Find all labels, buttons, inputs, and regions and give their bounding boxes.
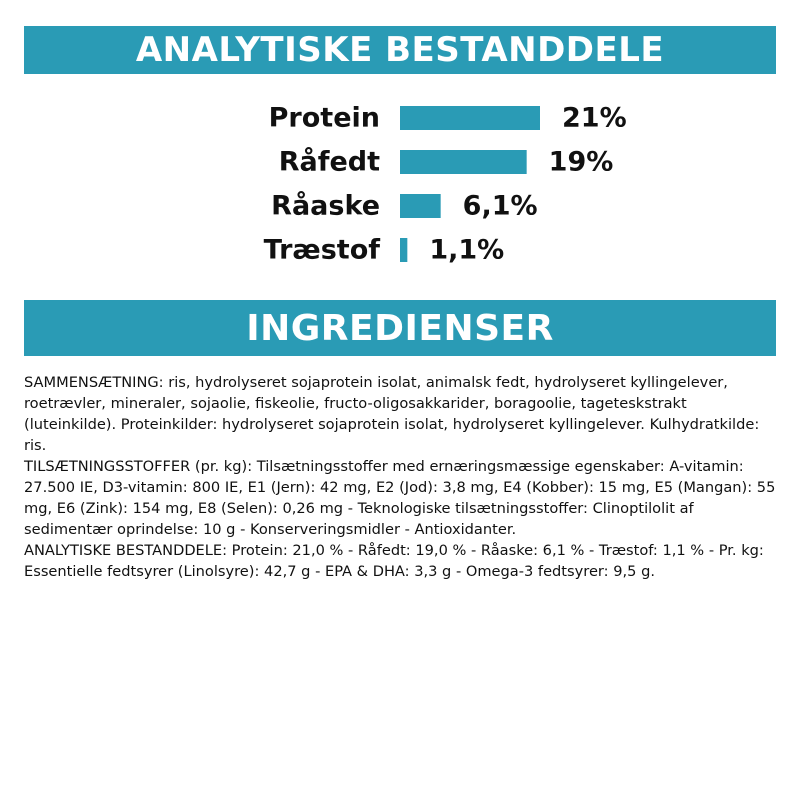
value-label: 21% bbox=[562, 102, 627, 134]
category-label: Råfedt bbox=[278, 146, 380, 178]
analysis-header bbox=[24, 26, 776, 74]
value-label: 19% bbox=[548, 146, 614, 178]
bar bbox=[400, 150, 527, 174]
ingredients-text: SAMMENSÆTNING: ris, hydrolyseret sojaprotein isolat, animalsk fedt, hydrolyseret kyllingelever, roetrævler, mineraler, sojaolie, fiskeolie, fructo-oligosakkarider, boragoolie, tageteskstrakt (luteinkilde). Proteinkilder: hydrolyseret sojaprotein isolat, hydrolyseret kyllingelever. Kulhydratkilde: ris. TILSÆTNINGSSTOFFER (pr. kg): Tilsætningsstoffer med ernæringsmæssige egenskaber: A-vitamin: 27.500 IE, D3-vitamin: 800 IE, E1 (Jern): 42 mg, E2 (Jod): 3,8 mg, E4 (Kobber): 15 mg, E5 (Mangan): 55 mg, E6 (Zink): 154 mg, E8 (Selen): 0,26 mg - Teknologiske tilsætningsstoffer: Clinoptilolit af sedimentær oprindelse: 10 g - Konserveringsmidler - Antioxidanter. ANALYTISKE BESTANDDELE: Protein: 21,0 % - Råfedt: 19,0 % - Råaske: 6,1 % - Træstof: 1,1 % - Pr. kg: Essentielle fedtsyrer (Linolsyre): 42,7 g - EPA & DHA: 3,3 g - Omega-3 fedtsyrer: 9,5 g. bbox=[24, 374, 776, 580]
bar bbox=[400, 194, 441, 218]
ingredients-title: INGREDIENSER bbox=[246, 307, 554, 349]
category-label: Råaske bbox=[271, 190, 380, 222]
analysis-bar-chart bbox=[0, 90, 800, 280]
category-label: Træstof bbox=[263, 234, 380, 266]
value-label: 1,1% bbox=[429, 234, 505, 266]
analysis-title: ANALYTISKE BESTANDDELE bbox=[135, 30, 665, 70]
ingredients-header bbox=[24, 300, 776, 356]
bar bbox=[400, 238, 407, 262]
bar bbox=[400, 106, 540, 130]
value-label: 6,1% bbox=[462, 190, 538, 222]
category-label: Protein bbox=[268, 102, 380, 134]
